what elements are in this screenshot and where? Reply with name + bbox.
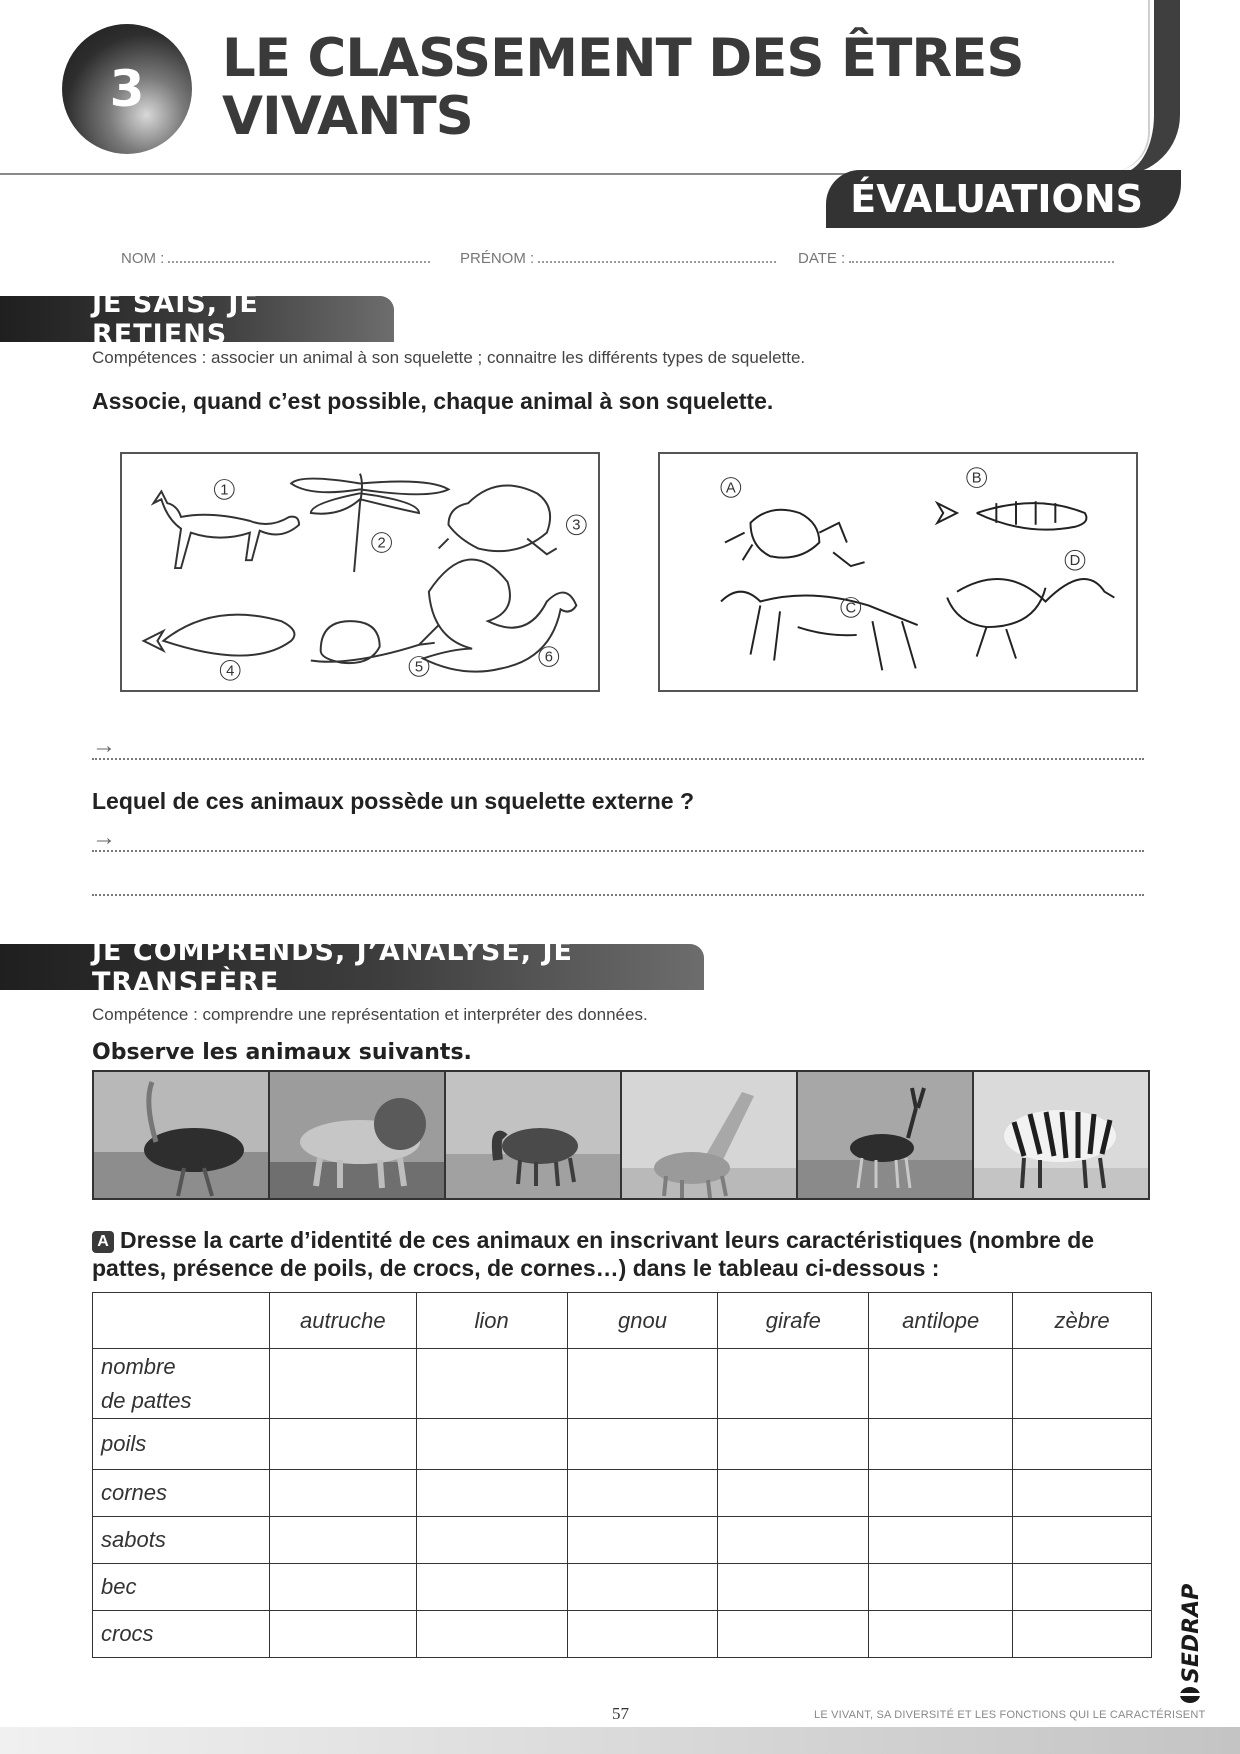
chapter-number-badge: 3 [62,24,192,154]
swan-drawing [423,559,576,671]
row-label: sabots [93,1517,270,1564]
table-cell[interactable] [718,1419,869,1470]
table-cell[interactable] [718,1470,869,1517]
photo-girafe [622,1072,798,1198]
table-cell[interactable] [567,1564,718,1611]
photo-gnou [446,1072,622,1198]
table-cell[interactable] [269,1517,416,1564]
section-banner-je-comprends: JE COMPRENDS, J’ANALYSE, JE TRANSFÈRE [0,944,704,990]
table-row [93,1419,1152,1470]
table-cell[interactable] [869,1611,1013,1658]
prenom-field[interactable] [460,250,776,267]
table-cell[interactable] [416,1611,567,1658]
table-cell[interactable] [567,1517,718,1564]
table-cell[interactable] [1013,1517,1152,1564]
answer-line-1[interactable] [92,732,1144,760]
animal-photo-strip [92,1070,1150,1200]
column-header: lion [416,1293,567,1349]
table-header-row [93,1293,1152,1349]
table-corner-cell [93,1293,270,1349]
skeleton-label-d: D [1069,553,1081,570]
table-cell[interactable] [869,1419,1013,1470]
nom-field[interactable] [121,250,430,267]
table-cell[interactable] [567,1349,718,1419]
date-field[interactable] [798,250,1114,267]
instruction-a [92,1226,1152,1282]
column-header: zèbre [1013,1293,1152,1349]
page-title: LE CLASSEMENT DES ÊTRES VIVANTS [222,28,1024,147]
ostrich-image [94,1072,268,1198]
table-cell[interactable] [567,1470,718,1517]
skeletons-drawing [658,452,1138,692]
wildebeest-image [446,1072,620,1198]
question-associe: Associe, quand c’est possible, chaque animal à son squelette. [92,388,774,414]
animals-drawing [120,452,600,692]
column-header: autruche [269,1293,416,1349]
animal-label-3: 3 [572,517,581,534]
table-cell[interactable] [1013,1611,1152,1658]
animal-label-5: 5 [414,659,424,676]
table-cell[interactable] [269,1564,416,1611]
frog-skeleton-drawing [725,510,865,566]
table-cell[interactable] [869,1470,1013,1517]
table-cell[interactable] [1013,1470,1152,1517]
table-row [93,1611,1152,1658]
answer-line-3[interactable] [92,872,1144,896]
skeleton-label-b: B [971,470,982,487]
page-number: 57 [612,1704,629,1723]
skeleton-label-a: A [725,480,736,497]
arrow-icon: → [92,732,116,759]
table-cell[interactable] [869,1349,1013,1419]
fish-skeleton-drawing [937,501,1086,529]
table-row [93,1349,1152,1419]
animals-illustration [122,454,598,690]
animal-label-6: 6 [544,649,553,666]
row-label: crocs [93,1611,270,1658]
fish-drawing [144,615,295,656]
table-cell[interactable] [269,1419,416,1470]
table-cell[interactable] [416,1517,567,1564]
row-label-text: nombre de pattes [101,1353,192,1413]
table-cell[interactable] [416,1349,567,1419]
zebra-image [974,1072,1148,1198]
table-cell[interactable] [269,1611,416,1658]
cat-drawing [154,491,300,568]
badge-a: A [92,1231,114,1253]
cat-skeleton-drawing [721,592,918,671]
sedrap-logo [1168,1565,1208,1705]
table-cell[interactable] [416,1470,567,1517]
photo-autruche [94,1072,270,1198]
table-cell[interactable] [718,1517,869,1564]
column-header: gnou [567,1293,718,1349]
photo-antilope [798,1072,974,1198]
sedrap-logo-mark [1168,1565,1208,1705]
table-cell[interactable] [269,1349,416,1419]
observe-heading: Observe les animaux suivants. [92,1040,472,1065]
table-cell[interactable] [567,1611,718,1658]
question-squelette-externe: Lequel de ces animaux possède un squelette externe ? [92,788,695,814]
giraffe-image [622,1072,796,1198]
sedrap-wordmark: SEDRAP [1179,1583,1204,1683]
table-cell[interactable] [567,1419,718,1470]
nom-label: NOM : [121,250,165,267]
table-cell[interactable] [718,1349,869,1419]
table-cell[interactable] [869,1517,1013,1564]
row-label: cornes [93,1470,270,1517]
frog-drawing [439,485,557,554]
competence-text-1: Compétences : associer un animal à son squelette ; connaitre les différents types de squelette. [92,348,806,367]
animal-label-1: 1 [220,482,229,499]
prenom-dotted-line [538,251,776,263]
table-cell[interactable] [416,1419,567,1470]
footer-bar [0,1727,1240,1754]
row-label [93,1349,270,1419]
date-label: DATE : [798,250,846,267]
competence-text-2: Compétence : comprendre une représentation et interpréter des données. [92,1005,648,1024]
row-label: bec [93,1564,270,1611]
skeletons-illustration [660,454,1136,690]
arrow-icon: → [92,824,116,851]
table-cell[interactable] [416,1564,567,1611]
photo-zebre [974,1072,1148,1198]
row-label: poils [93,1419,270,1470]
table-cell[interactable] [1013,1564,1152,1611]
table-row [93,1517,1152,1564]
section-banner-je-sais: JE SAIS, JE RETIENS [0,296,394,342]
bird-skeleton-drawing [947,579,1114,659]
table-cell[interactable] [1013,1349,1152,1419]
table-row [93,1470,1152,1517]
antelope-image [798,1072,972,1198]
animal-label-4: 4 [226,663,235,680]
table-cell[interactable] [1013,1419,1152,1470]
dragonfly-drawing [291,474,448,572]
prenom-label: PRÉNOM : [460,250,535,267]
date-dotted-line [849,251,1114,263]
table-cell[interactable] [269,1470,416,1517]
evaluations-tab: ÉVALUATIONS [826,170,1181,228]
table-cell[interactable] [718,1564,869,1611]
photo-lion [270,1072,446,1198]
running-title: LE VIVANT, SA DIVERSITÉ ET LES FONCTIONS QUI LE CARACTÉRISENT [814,1709,1206,1721]
answer-line-2[interactable] [92,824,1144,852]
nom-dotted-line [168,251,430,263]
table-cell[interactable] [718,1611,869,1658]
table-row [93,1564,1152,1611]
animal-label-2: 2 [377,535,386,552]
column-header: antilope [869,1293,1013,1349]
identity-table [92,1292,1152,1658]
instruction-a-text: Dresse la carte d’identité de ces animaux en inscrivant leurs caractéristiques (nombre de pattes, présence de poils, de crocs, de cornes…) dans le tableau ci-dessous : [92,1227,1095,1281]
skeleton-label-c: C [845,600,857,617]
lion-image [270,1072,444,1198]
table-cell[interactable] [869,1564,1013,1611]
column-header: girafe [718,1293,869,1349]
